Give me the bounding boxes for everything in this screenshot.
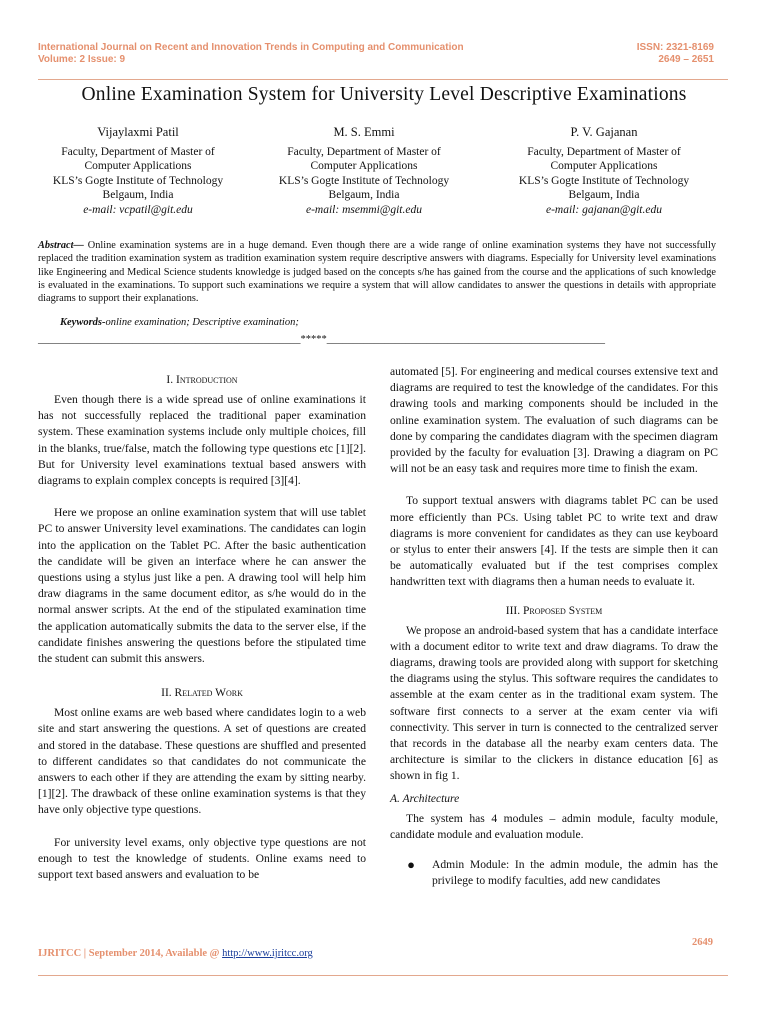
paragraph: Here we propose an online examination system that will use tablet PC to answer University level examinations. The candidates can login into the application on the Tablet PC. After the basic authentication the candidate will be given an interface where he can answer the questions using a stylus just like a pen. A drawing tool will help him draw diagrams in the same document editor, as s/he would do in the normal answer scripts. At the end of the stipulated examination time the application automatically submits the data to the server else, if the candidate finishes answering the questions before the stipulated time the student can submit this answers. (38, 506, 366, 666)
paragraph: We propose an android-based system that has a candidate interface with a document editor to write text and draw diagrams. To draw the diagrams, drawing tools are provided along with support for sketching the diagrams using the stylus. This software requires the candidates to assemble at the exam center as in the traditional exam system. The software first connects to a server at the exam center via wifi connectivity. This server in turn is connected to the centralized server that records in the database all the nearby exam centers data. The architecture is similar to the clickers in distance education [6] as shown in fig 1. (390, 623, 718, 783)
author-block (249, 125, 479, 217)
author-name: Vijaylaxmi Patil (97, 125, 179, 139)
paragraph: Even though there is a wide spread use of online examinations it has not successfully replaced the traditional paper examination system. These examination systems include only multiple choices, fill in the blanks, true/false, match the following type questions etc [1][2]. But for University level examinations textual based answers with diagrams to explain complex concepts is required [3][4]. (38, 393, 366, 488)
footer-text: IJRITCC | September 2014, Available @ (38, 948, 223, 959)
page-number: 2649 (692, 937, 713, 948)
author-institute: KLS’s Gogte Institute of Technology (518, 174, 690, 187)
author-name: P. V. Gajanan (570, 125, 638, 139)
author-name: M. S. Emmi (333, 125, 395, 139)
section-heading: III. Proposed System (505, 604, 603, 617)
paper-title: Online Examination System for University Level Descriptive Examinations (81, 84, 687, 105)
left-column (38, 372, 366, 883)
author-block (489, 125, 719, 217)
keywords (60, 317, 299, 328)
footer-rule (38, 975, 728, 976)
author-institute: KLS’s Gogte Institute of Technology (278, 174, 450, 187)
paragraph: To support textual answers with diagrams tablet PC can be used more efficiently than PCs. Using tablet PC to write text and draw diagrams is more convenient for candidates as they can use keyboard or stylus to enter their answers [4]. If the tests are simple then it can be automatically evaluated but if the test comprises complex handwritten text with diagrams then a human needs to evaluate it. (390, 494, 718, 589)
author-city: Belgaum, India (102, 189, 174, 201)
author-city: Belgaum, India (328, 189, 400, 201)
author-email: e-mail: gajanan@git.edu (546, 203, 662, 216)
section-separator: __________________________________________________*****_____________________________________________________ (38, 334, 605, 345)
journal-volume: Volume: 2 Issue: 9 (38, 54, 126, 65)
right-column (390, 364, 718, 890)
author-block (23, 125, 253, 217)
author-dept: Computer Applications (84, 160, 192, 172)
section-heading: II. Related Work (161, 687, 243, 700)
author-dept: Faculty, Department of Master of (61, 145, 215, 158)
abstract-label: Abstract— (38, 240, 84, 251)
author-dept: Computer Applications (310, 160, 418, 172)
journal-pages: 2649 – 2651 (658, 54, 714, 65)
bullet-text: Admin Module: In the admin module, the admin has the privilege to modify faculties, add new candidates (432, 858, 718, 888)
paragraph: automated [5]. For engineering and medical courses extensive text and diagrams are required to test the knowledge of the candidates. For this drawing tools and marking components should be included in the online examination system. The evaluation of such diagrams can be done by comparing the candidates diagram with the specimen diagram provided by the faculty for evaluation [3]. Drawing a diagram on PC will not be an easy task and requires more time to finish the exam. (390, 365, 718, 476)
keywords-label: Keywords- (60, 317, 106, 328)
author-institute: KLS’s Gogte Institute of Technology (52, 174, 224, 187)
author-city: Belgaum, India (568, 189, 640, 201)
journal-name: International Journal on Recent and Innovation Trends in Computing and Communication (38, 42, 464, 53)
paragraph: The system has 4 modules – admin module, faculty module, candidate module and evaluation module. (390, 811, 718, 842)
author-dept: Computer Applications (550, 160, 658, 172)
author-email: e-mail: msemmi@git.edu (306, 203, 422, 216)
header-rule (38, 79, 728, 80)
bullet-item (390, 857, 718, 889)
abstract-text: Online examination systems are in a huge demand. Even though there are a wide range of online examination systems they have not successfully replaced the tradition examination system as tradition examination system require descriptive answers with diagrams. Especially for University level examinations like Engineering and Medical Science students knowledge is judged based on the concepts s/he has gained from the course and the applications of such knowledge is evaluated in the examinations. To support such examinations we require a system that will allow candidates to answer the questions in details with appropriate diagrams to support their explanations. (38, 240, 716, 305)
author-email: e-mail: vcpatil@git.edu (83, 203, 193, 216)
footer (38, 948, 313, 959)
bullet-icon: ● (407, 857, 415, 873)
author-dept: Faculty, Department of Master of (287, 145, 441, 158)
abstract (38, 239, 716, 305)
paragraph: For university level exams, only objective type questions are not enough to test the knowledge of students. Online exams need to support text based answers and evaluation to be (38, 835, 366, 882)
section-heading: I. Introduction (166, 374, 238, 386)
footer-link[interactable]: http://www.ijritcc.org (222, 948, 313, 959)
subsection-heading: A. Architecture (390, 792, 460, 805)
paragraph: Most online exams are web based where candidates login to a web site and start answering the questions. A set of questions are created and stored in the database. These questions are shuffled and presented to different candidates so that candidates do not communicate the answers to each other if they are attending the exam by sitting nearby. [1][2]. The drawback of these online examination systems is that they have only objective type questions. (38, 706, 366, 817)
keywords-text: online examination; Descriptive examination; (105, 317, 299, 328)
author-dept: Faculty, Department of Master of (527, 145, 681, 158)
journal-issn: ISSN: 2321-8169 (636, 42, 714, 53)
